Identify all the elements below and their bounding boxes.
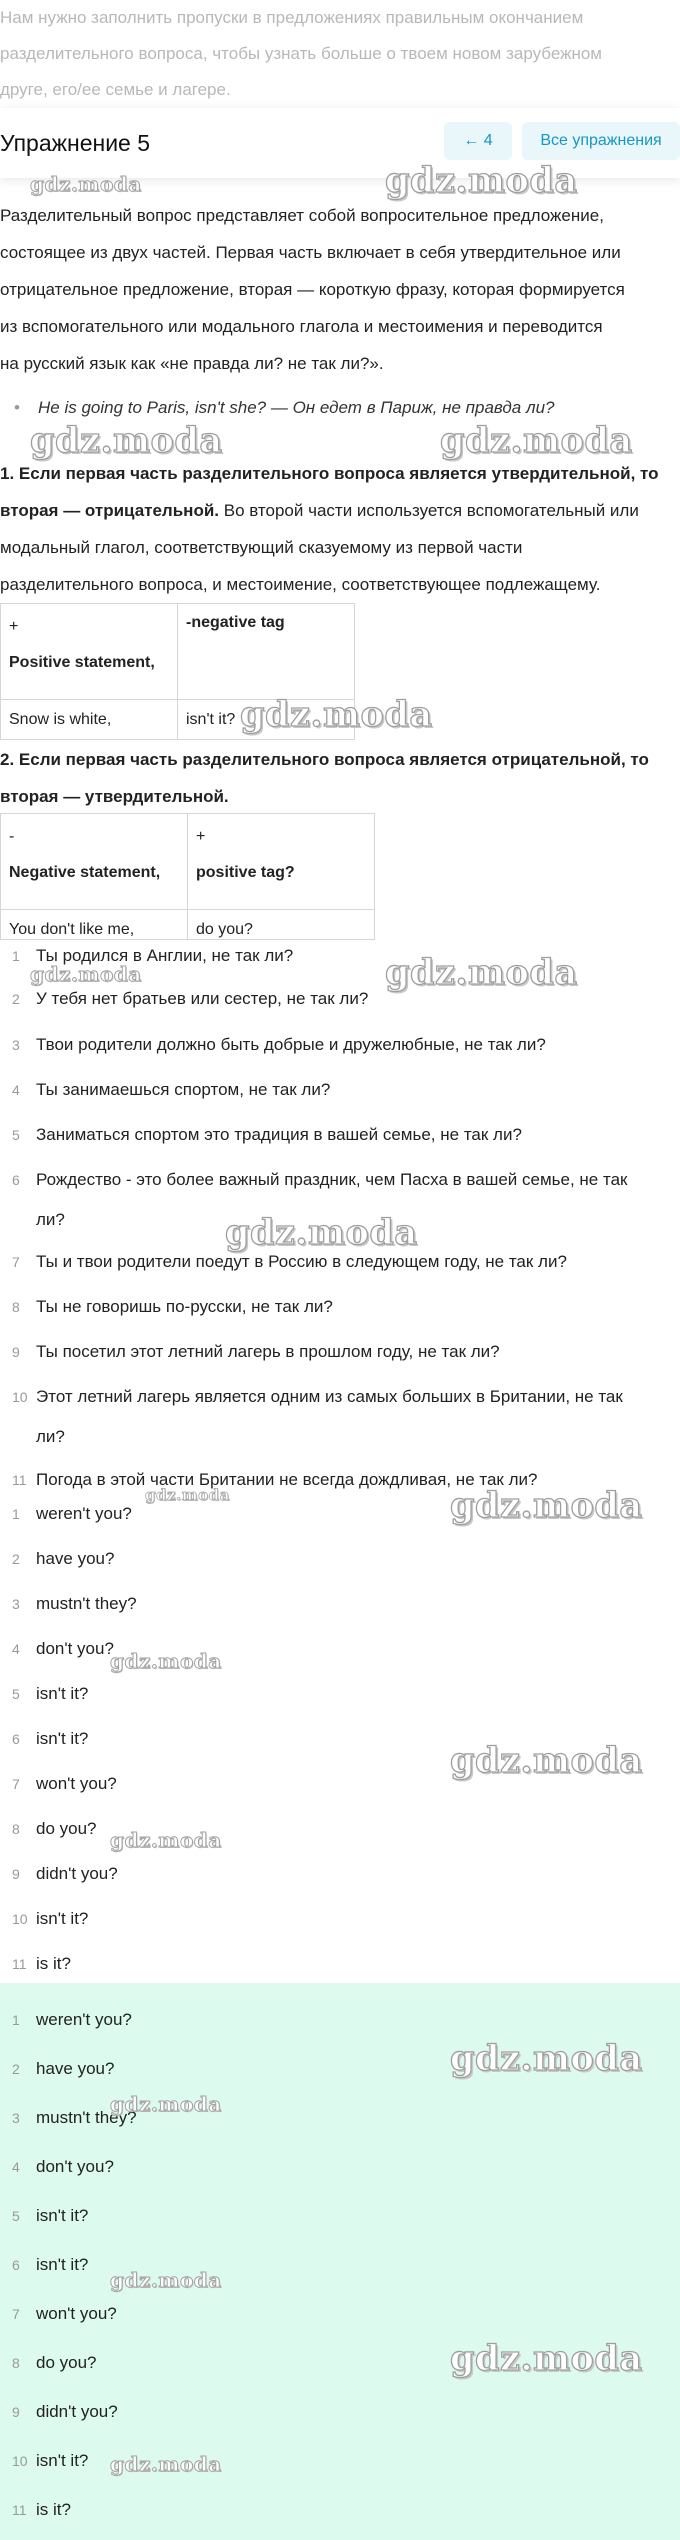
negative-tag-label: -negative tag	[186, 614, 285, 631]
question-text: Рождество - это более важный праздник, чем Пасха в вашей семье, не так	[36, 1170, 628, 1189]
list-item-number: 3	[12, 1596, 20, 1612]
watermark: gdz.moda	[450, 1485, 643, 1526]
watermark: gdz.moda	[110, 1649, 222, 1673]
list-item-number: 7	[12, 1776, 20, 1792]
list-item-number: 2	[12, 991, 20, 1007]
watermark: gdz.moda	[110, 2452, 222, 2476]
list-item-number: 5	[12, 1127, 20, 1143]
list-item-number: 4	[12, 1082, 20, 1098]
answer-text: do you?	[36, 2353, 97, 2372]
table-cell: isn't it?	[178, 700, 355, 740]
list-item-number: 9	[12, 1344, 20, 1360]
intro-line: разделительного вопроса, чтобы узнать больше о твоем новом зарубежном	[0, 44, 602, 63]
question-text: Ты и твои родители поедут в Россию в следующем году, не так ли?	[36, 1252, 567, 1271]
positive-tag-label: positive tag?	[196, 864, 295, 881]
watermark: gdz.moda	[450, 1740, 643, 1781]
list-item-number: 3	[12, 1037, 20, 1053]
watermark: gdz.moda	[110, 2092, 222, 2116]
rule-2-heading: 2. Если первая часть разделительного вопроса является отрицательной, то	[0, 750, 649, 769]
list-item-number: 11	[12, 1956, 27, 1972]
rule-1-heading: 1. Если первая часть разделительного вопроса является утвердительной, то	[0, 464, 659, 483]
plus-sign: +	[196, 828, 206, 845]
intro-line: Нам нужно заполнить пропуски в предложениях правильным окончанием	[0, 8, 584, 27]
table-header-cell	[1, 604, 178, 700]
theory-line: отрицательное предложение, вторая — короткую фразу, которая формируется	[0, 280, 625, 299]
answer-text: didn't you?	[36, 2402, 118, 2421]
watermark: gdz.moda	[30, 172, 142, 196]
answer-text: won't you?	[36, 2304, 117, 2323]
watermark: gdz.moda	[145, 1486, 230, 1504]
list-item-number: 8	[12, 2355, 20, 2371]
answer-text: weren't you?	[36, 2010, 132, 2029]
list-item-number: 5	[12, 1686, 20, 1702]
list-item-number: 10	[12, 1911, 28, 1927]
rule-1-text: разделительного вопроса, и местоимение, соответствующее подлежащему.	[0, 575, 601, 594]
answer-text: don't you?	[36, 2157, 114, 2176]
watermark: gdz.moda	[30, 962, 142, 986]
list-item-number: 2	[12, 1551, 20, 1567]
table-cell: do you?	[188, 910, 375, 940]
watermark: gdz.moda	[440, 420, 633, 461]
list-item-number: 5	[12, 2208, 20, 2224]
answer-text: isn't it?	[36, 1909, 89, 1928]
answer-text: isn't it?	[36, 2451, 89, 2470]
list-item-number: 7	[12, 1254, 20, 1270]
list-item-number: 6	[12, 1172, 20, 1188]
list-item-number: 8	[12, 1299, 20, 1315]
answer-text: weren't you?	[36, 1504, 132, 1523]
negative-statement-label: Negative statement,	[9, 864, 161, 881]
answer-text: don't you?	[36, 1639, 114, 1658]
rule-1	[0, 455, 676, 603]
question-text: Этот летний лагерь является одним из самых больших в Британии, не так	[36, 1387, 623, 1406]
exercise-header	[0, 108, 680, 178]
arrow-left-icon: ←	[463, 132, 480, 149]
question-text: ли?	[36, 1427, 65, 1446]
list-item-number: 11	[12, 2502, 27, 2518]
list-item-number: 1	[12, 2012, 20, 2028]
list-item-number: 4	[12, 1641, 20, 1657]
question-text: ли?	[36, 1210, 65, 1229]
positive-statement-label: Positive statement,	[9, 654, 155, 671]
question-text: Твои родители должно быть добрые и дружелюбные, не так ли?	[36, 1035, 546, 1054]
intro-line: друге, его/ее семье и лагере.	[0, 80, 231, 99]
rule-1-text: Во второй части используется вспомогательный или	[219, 501, 639, 520]
rule-2	[0, 741, 676, 815]
answer-text: didn't you?	[36, 1864, 118, 1883]
previous-exercise-number: 4	[483, 132, 493, 149]
table-header-cell	[188, 814, 375, 910]
list-item-number: 1	[12, 948, 20, 964]
negative-statement-table	[0, 813, 375, 940]
answer-text: do you?	[36, 1819, 97, 1838]
watermark: gdz.moda	[450, 2038, 643, 2079]
table-cell: You don't like me,	[1, 910, 188, 940]
theory-line: Разделительный вопрос представляет собой вопросительное предложение,	[0, 206, 604, 225]
watermark: gdz.moda	[450, 2338, 643, 2379]
list-item-number: 7	[12, 2306, 20, 2322]
exercise-title: Упражнение 5	[0, 130, 151, 156]
list-item-number: 9	[12, 1866, 20, 1882]
theory-line: на русский язык как «не правда ли? не так ли?».	[0, 354, 384, 373]
list-item-number: 8	[12, 1821, 20, 1837]
question-text: Погода в этой части Британии не всегда дождливая, не так ли?	[36, 1470, 538, 1489]
list-item-number: 10	[12, 1389, 28, 1405]
list-item-number: 2	[12, 2061, 20, 2077]
question-text: Ты занимаешься спортом, не так ли?	[36, 1080, 331, 1099]
minus-sign: -	[9, 828, 15, 845]
theory-text	[0, 197, 674, 382]
list-item-number: 10	[12, 2453, 28, 2469]
answer-text: is it?	[36, 2500, 71, 2519]
list-item-number: 1	[12, 1506, 20, 1522]
table-cell: Snow is white,	[1, 700, 178, 740]
question-text: Ты посетил этот летний лагерь в прошлом году, не так ли?	[36, 1342, 500, 1361]
example-text: He is going to Paris, isn't she? — Он едет в Париж, не правда ли?	[38, 398, 555, 417]
list-item-number: 3	[12, 2110, 20, 2126]
watermark: gdz.moda	[385, 952, 578, 993]
rule-1-text: модальный глагол, соответствующий сказуемому из первой части	[0, 538, 523, 557]
rule-1-heading-end: вторая — отрицательной.	[0, 501, 220, 520]
watermark: gdz.moda	[240, 694, 433, 735]
watermark: gdz.moda	[225, 1212, 418, 1253]
answer-text: isn't it?	[36, 1729, 89, 1748]
answer-text: isn't it?	[36, 2255, 89, 2274]
table-header-cell	[178, 604, 355, 700]
rule-2-heading-end: вторая — утвердительной.	[0, 787, 229, 806]
all-exercises-button[interactable]: Все упражнения	[522, 122, 680, 160]
watermark: gdz.moda	[110, 1828, 222, 1852]
question-text: У тебя нет братьев или сестер, не так ли?	[36, 989, 369, 1008]
answer-text: isn't it?	[36, 1684, 89, 1703]
question-text: Заниматься спортом это традиция в вашей семье, не так ли?	[36, 1125, 522, 1144]
bullet-dot-icon: •	[14, 398, 20, 417]
table-header-cell	[1, 814, 188, 910]
list-item-number: 6	[12, 1731, 20, 1747]
watermark: gdz.moda	[385, 160, 578, 201]
answer-text: have you?	[36, 2059, 115, 2078]
question-text: Ты родился в Англии, не так ли?	[36, 946, 294, 965]
watermark: gdz.moda	[110, 2268, 222, 2292]
answer-text: have you?	[36, 1549, 115, 1568]
list-item-number: 9	[12, 2404, 20, 2420]
list-item-number: 6	[12, 2257, 20, 2273]
answer-text: isn't it?	[36, 2206, 89, 2225]
theory-line: из вспомогательного или модального глагола и местоимения и переводится	[0, 317, 603, 336]
list-item-number: 11	[12, 1472, 27, 1488]
watermark: gdz.moda	[30, 420, 223, 461]
previous-exercise-button[interactable]	[444, 122, 512, 160]
answer-text: mustn't they?	[36, 1594, 137, 1613]
answer-text: mustn't they?	[36, 2108, 137, 2127]
question-text: Ты не говоришь по-русски, не так ли?	[36, 1297, 333, 1316]
plus-sign: +	[9, 618, 19, 635]
intro-text	[0, 0, 670, 108]
theory-line: состоящее из двух частей. Первая часть включает в себя утвердительное или	[0, 243, 621, 262]
answer-text: won't you?	[36, 1774, 117, 1793]
answer-text: is it?	[36, 1954, 71, 1973]
list-item-number: 4	[12, 2159, 20, 2175]
